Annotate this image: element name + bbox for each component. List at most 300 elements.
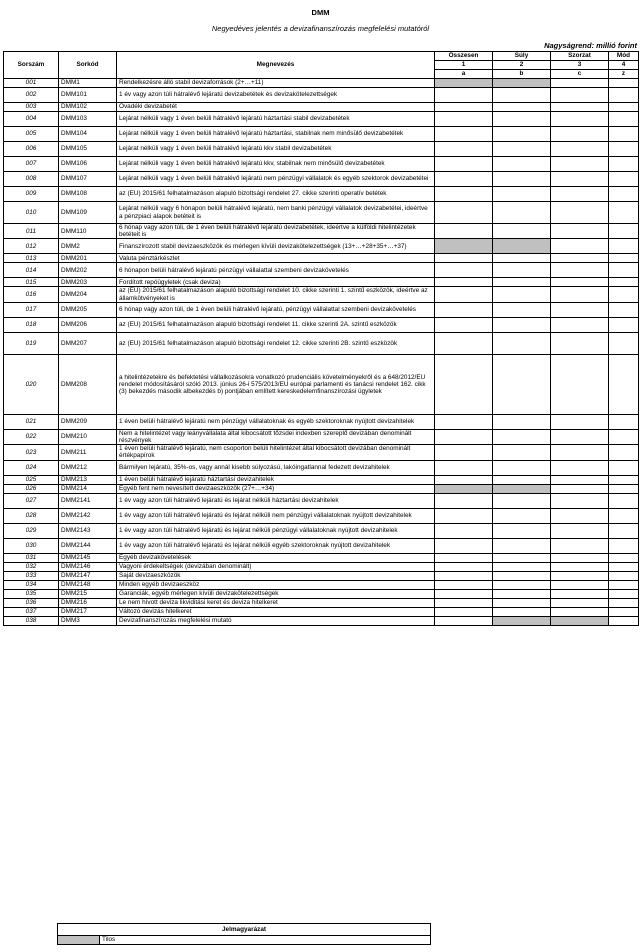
table-row xyxy=(4,354,639,414)
row-megnevezes: 1 év vagy azon túli hátralévő lejáratú és lejárat nélküli pénzügyi vállalatoknak nyújtott devizahitelek xyxy=(117,523,435,538)
row-sorkod: DMM205 xyxy=(59,302,117,317)
table-row xyxy=(4,589,639,598)
row-megnevezes: Lejárat nélküli vagy 1 éven belüli hátralévő lejáratú háztartási, stabilnak nem minősülő devizabetétek xyxy=(117,127,435,142)
value-cell[interactable] xyxy=(493,607,551,616)
table-row xyxy=(4,484,639,493)
value-cell[interactable] xyxy=(609,79,639,88)
value-cell[interactable] xyxy=(609,445,639,460)
value-cell[interactable] xyxy=(493,598,551,607)
table-row xyxy=(4,239,639,254)
value-cell[interactable] xyxy=(609,224,639,239)
value-cell[interactable] xyxy=(551,224,609,239)
value-cell[interactable] xyxy=(435,429,493,444)
row-megnevezes: Óvadéki devizabetét xyxy=(117,103,435,112)
row-sorkod: DMM2141 xyxy=(59,493,117,508)
row-sorszam: 024 xyxy=(4,460,59,475)
value-cell[interactable] xyxy=(435,616,493,625)
row-megnevezes: Finanszírozott stabil devizaeszközök és mérlegen kívüli devizakötelezettségek (13+…+28+35+…+37) xyxy=(117,239,435,254)
row-sorkod: DMM214 xyxy=(59,484,117,493)
unit-label: Nagyságrend: millió forint xyxy=(544,41,637,50)
value-cell[interactable] xyxy=(493,127,551,142)
row-megnevezes: 1 év vagy azon túli hátralévő lejáratú és lejárat nélküli háztartási devizahitelek xyxy=(117,493,435,508)
table-row xyxy=(4,112,639,127)
value-cell[interactable] xyxy=(551,460,609,475)
value-cell-forbidden xyxy=(493,239,551,254)
row-megnevezes: 1 év vagy azon túli hátralévő lejáratú és lejárat nélküli nem pénzügyi vállalatoknak nyújtott devizahitelek xyxy=(117,508,435,523)
value-cell[interactable] xyxy=(493,580,551,589)
row-sorszam: 016 xyxy=(4,287,59,302)
legend-swatch xyxy=(58,936,100,945)
value-cell[interactable] xyxy=(493,224,551,239)
row-sorszam: 030 xyxy=(4,538,59,553)
value-cell[interactable] xyxy=(493,254,551,263)
legend-title: Jelmagyarázat xyxy=(58,924,431,936)
row-sorkod: DMM2 xyxy=(59,239,117,254)
row-sorszam: 021 xyxy=(4,414,59,429)
row-megnevezes: Valuta pénztárkészlet xyxy=(117,254,435,263)
value-cell[interactable] xyxy=(435,103,493,112)
value-cell[interactable] xyxy=(551,278,609,287)
value-cell[interactable] xyxy=(493,354,551,414)
value-cell[interactable] xyxy=(435,224,493,239)
table-row xyxy=(4,562,639,571)
table-row xyxy=(4,287,639,302)
row-sorszam: 027 xyxy=(4,493,59,508)
report-table xyxy=(3,51,639,626)
row-sorszam: 036 xyxy=(4,598,59,607)
row-megnevezes: Változó devizás hitelkeret xyxy=(117,607,435,616)
report-title: DMM xyxy=(311,8,330,17)
row-megnevezes: 1 év vagy azon túli hátralévő lejáratú devizabetétek és devizakötelezettségek xyxy=(117,88,435,103)
value-cell[interactable] xyxy=(493,493,551,508)
value-cell[interactable] xyxy=(609,187,639,202)
value-cell[interactable] xyxy=(435,538,493,553)
header-col-name: Szorzat xyxy=(551,52,609,61)
value-cell-forbidden xyxy=(493,616,551,625)
row-sorkod: DMM105 xyxy=(59,142,117,157)
legend-item-label: Tilos xyxy=(100,936,431,945)
table-row xyxy=(4,493,639,508)
value-cell[interactable] xyxy=(493,187,551,202)
value-cell[interactable] xyxy=(493,172,551,187)
value-cell[interactable] xyxy=(609,414,639,429)
value-cell[interactable] xyxy=(493,460,551,475)
value-cell[interactable] xyxy=(609,484,639,493)
row-sorkod: DMM2146 xyxy=(59,562,117,571)
table-row xyxy=(4,571,639,580)
value-cell[interactable] xyxy=(551,589,609,598)
value-cell[interactable] xyxy=(609,278,639,287)
row-sorkod: DMM207 xyxy=(59,332,117,354)
row-sorszam: 015 xyxy=(4,278,59,287)
value-cell[interactable] xyxy=(435,508,493,523)
value-cell[interactable] xyxy=(609,263,639,278)
value-cell[interactable] xyxy=(609,88,639,103)
row-megnevezes: Lejárat nélküli vagy 1 éven belüli hátralévő lejáratú háztartási stabil devizabetétek xyxy=(117,112,435,127)
value-cell[interactable] xyxy=(435,317,493,332)
row-sorkod: DMM208 xyxy=(59,354,117,414)
value-cell[interactable] xyxy=(551,607,609,616)
value-cell[interactable] xyxy=(493,538,551,553)
row-sorszam: 031 xyxy=(4,553,59,562)
row-megnevezes: 1 éven belüli hátralévő lejáratú, nem csoporton belüli hitelintézet által kibocsátott devizában denominált értékpapírok xyxy=(117,445,435,460)
table-row xyxy=(4,263,639,278)
value-cell[interactable] xyxy=(435,187,493,202)
value-cell[interactable] xyxy=(551,508,609,523)
value-cell[interactable] xyxy=(435,112,493,127)
value-cell[interactable] xyxy=(493,103,551,112)
value-cell[interactable] xyxy=(435,254,493,263)
row-sorszam: 028 xyxy=(4,508,59,523)
value-cell[interactable] xyxy=(493,523,551,538)
value-cell[interactable] xyxy=(609,475,639,484)
value-cell[interactable] xyxy=(609,354,639,414)
value-cell[interactable] xyxy=(435,493,493,508)
value-cell-forbidden xyxy=(551,616,609,625)
value-cell-forbidden xyxy=(435,239,493,254)
value-cell[interactable] xyxy=(609,589,639,598)
row-megnevezes: Rendelkezésre álló stabil devizaforrások (2+…+11) xyxy=(117,79,435,88)
value-cell[interactable] xyxy=(435,475,493,484)
row-sorkod: DMM109 xyxy=(59,202,117,224)
row-sorszam: 009 xyxy=(4,187,59,202)
value-cell-forbidden xyxy=(493,484,551,493)
value-cell[interactable] xyxy=(551,202,609,224)
value-cell[interactable] xyxy=(609,616,639,625)
row-sorkod: DMM211 xyxy=(59,445,117,460)
value-cell[interactable] xyxy=(609,607,639,616)
value-cell[interactable] xyxy=(609,508,639,523)
row-sorkod: DMM216 xyxy=(59,598,117,607)
value-cell[interactable] xyxy=(493,317,551,332)
value-cell[interactable] xyxy=(551,157,609,172)
row-sorkod: DMM217 xyxy=(59,607,117,616)
legend-table xyxy=(57,923,431,945)
value-cell[interactable] xyxy=(435,523,493,538)
value-cell-forbidden xyxy=(435,484,493,493)
value-cell[interactable] xyxy=(493,445,551,460)
header-sorszam: Sorszám xyxy=(4,52,59,79)
value-cell[interactable] xyxy=(609,287,639,302)
row-megnevezes: Egyéb fent nem nevesített devizaeszközök (27+…+34) xyxy=(117,484,435,493)
value-cell[interactable] xyxy=(435,571,493,580)
row-sorkod: DMM2144 xyxy=(59,538,117,553)
row-sorszam: 006 xyxy=(4,142,59,157)
value-cell[interactable] xyxy=(493,112,551,127)
table-row xyxy=(4,187,639,202)
value-cell[interactable] xyxy=(609,103,639,112)
row-sorszam: 001 xyxy=(4,79,59,88)
value-cell[interactable] xyxy=(551,112,609,127)
value-cell[interactable] xyxy=(435,202,493,224)
value-cell[interactable] xyxy=(609,580,639,589)
table-row xyxy=(4,580,639,589)
table-row xyxy=(4,607,639,616)
row-sorkod: DMM107 xyxy=(59,172,117,187)
table-row xyxy=(4,79,639,88)
value-cell[interactable] xyxy=(609,172,639,187)
row-sorkod: DMM2142 xyxy=(59,508,117,523)
row-megnevezes: Lejárat nélküli vagy 1 éven belüli hátralévő lejáratú nem pénzügyi vállalatok és egyéb szektorok devizabetétei xyxy=(117,172,435,187)
value-cell[interactable] xyxy=(551,332,609,354)
row-megnevezes: Egyéb devizakövetelések xyxy=(117,553,435,562)
value-cell-forbidden xyxy=(435,79,493,88)
row-sorszam: 005 xyxy=(4,127,59,142)
table-row xyxy=(4,598,639,607)
value-cell[interactable] xyxy=(435,414,493,429)
value-cell[interactable] xyxy=(551,172,609,187)
value-cell[interactable] xyxy=(609,538,639,553)
value-cell[interactable] xyxy=(609,302,639,317)
value-cell[interactable] xyxy=(493,88,551,103)
row-megnevezes: 1 év vagy azon túli hátralévő lejáratú és lejárat nélküli egyéb szektoroknak nyújtott devizahitelek xyxy=(117,538,435,553)
table-body xyxy=(4,79,639,626)
table-row xyxy=(4,88,639,103)
value-cell[interactable] xyxy=(493,263,551,278)
value-cell[interactable] xyxy=(551,239,609,254)
value-cell[interactable] xyxy=(435,127,493,142)
value-cell[interactable] xyxy=(609,332,639,354)
value-cell[interactable] xyxy=(435,302,493,317)
value-cell[interactable] xyxy=(609,523,639,538)
row-megnevezes: Nem a hitelintézet vagy leányvállalata által kibocsátott tőzsdei indexben szereplő devizában denominált részvények xyxy=(117,429,435,444)
value-cell[interactable] xyxy=(551,523,609,538)
value-cell[interactable] xyxy=(493,287,551,302)
row-megnevezes: Bármilyen lejáratú, 35%-os, vagy annál kisebb súlyozású, lakóingatlannal fedezett devizahitelek xyxy=(117,460,435,475)
row-sorszam: 018 xyxy=(4,317,59,332)
row-megnevezes: Minden egyéb devizaeszköz xyxy=(117,580,435,589)
row-sorkod: DMM104 xyxy=(59,127,117,142)
row-sorkod: DMM215 xyxy=(59,589,117,598)
header-col-num: 1 xyxy=(435,61,493,70)
row-sorszam: 017 xyxy=(4,302,59,317)
value-cell[interactable] xyxy=(493,414,551,429)
table-row xyxy=(4,224,639,239)
row-megnevezes: az (EU) 2015/61 felhatalmazáson alapuló bizottsági rendelet 10. cikke szerinti 1. szintű eszközök, ideértve az államkötvényeket is xyxy=(117,287,435,302)
table-row xyxy=(4,414,639,429)
row-sorszam: 013 xyxy=(4,254,59,263)
value-cell[interactable] xyxy=(551,538,609,553)
value-cell[interactable] xyxy=(493,508,551,523)
row-sorkod: DMM102 xyxy=(59,103,117,112)
value-cell[interactable] xyxy=(493,553,551,562)
header-col-num: 2 xyxy=(493,61,551,70)
row-sorszam: 020 xyxy=(4,354,59,414)
value-cell[interactable] xyxy=(551,429,609,444)
value-cell[interactable] xyxy=(551,445,609,460)
value-cell-forbidden xyxy=(493,79,551,88)
table-row xyxy=(4,538,639,553)
value-cell[interactable] xyxy=(551,254,609,263)
table-row xyxy=(4,278,639,287)
value-cell[interactable] xyxy=(609,142,639,157)
value-cell[interactable] xyxy=(435,460,493,475)
row-sorszam: 034 xyxy=(4,580,59,589)
row-sorkod: DMM213 xyxy=(59,475,117,484)
row-sorkod: DMM209 xyxy=(59,414,117,429)
value-cell[interactable] xyxy=(435,287,493,302)
value-cell[interactable] xyxy=(551,598,609,607)
value-cell[interactable] xyxy=(551,493,609,508)
row-sorszam: 012 xyxy=(4,239,59,254)
value-cell[interactable] xyxy=(551,103,609,112)
row-sorkod: DMM204 xyxy=(59,287,117,302)
value-cell[interactable] xyxy=(551,127,609,142)
row-sorkod: DMM3 xyxy=(59,616,117,625)
value-cell[interactable] xyxy=(609,493,639,508)
value-cell[interactable] xyxy=(609,239,639,254)
value-cell[interactable] xyxy=(609,202,639,224)
row-sorkod: DMM2143 xyxy=(59,523,117,538)
value-cell[interactable] xyxy=(493,302,551,317)
value-cell[interactable] xyxy=(609,429,639,444)
table-row xyxy=(4,103,639,112)
header-col-name: Összesen xyxy=(435,52,493,61)
header-col-letter: b xyxy=(493,70,551,79)
row-sorszam: 023 xyxy=(4,445,59,460)
row-sorszam: 002 xyxy=(4,88,59,103)
value-cell[interactable] xyxy=(493,571,551,580)
table-row xyxy=(4,302,639,317)
value-cell[interactable] xyxy=(609,127,639,142)
header-sorkod: Sorkód xyxy=(59,52,117,79)
value-cell[interactable] xyxy=(551,571,609,580)
row-sorkod: DMM2147 xyxy=(59,571,117,580)
table-header xyxy=(4,52,639,79)
table-row xyxy=(4,429,639,444)
value-cell[interactable] xyxy=(551,88,609,103)
value-cell[interactable] xyxy=(435,157,493,172)
value-cell[interactable] xyxy=(551,553,609,562)
value-cell[interactable] xyxy=(435,142,493,157)
value-cell[interactable] xyxy=(609,157,639,172)
row-megnevezes: az (EU) 2015/61 felhatalmazáson alapuló bizottsági rendelet 27. cikke szerinti operatív betétek xyxy=(117,187,435,202)
row-sorszam: 033 xyxy=(4,571,59,580)
value-cell[interactable] xyxy=(493,157,551,172)
row-sorkod: DMM202 xyxy=(59,263,117,278)
value-cell[interactable] xyxy=(551,475,609,484)
value-cell[interactable] xyxy=(609,254,639,263)
value-cell[interactable] xyxy=(551,142,609,157)
value-cell[interactable] xyxy=(609,562,639,571)
row-sorkod: DMM2145 xyxy=(59,553,117,562)
table-row xyxy=(4,553,639,562)
value-cell[interactable] xyxy=(551,302,609,317)
table-row xyxy=(4,523,639,538)
row-megnevezes: Lejárat nélküli vagy 6 hónapon belüli hátralévő lejáratú, nem banki pénzügyi vállalatok devizabetétei, ideértve a pénzpiaci alapok betéteit is xyxy=(117,202,435,224)
row-sorkod: DMM210 xyxy=(59,429,117,444)
row-sorszam: 010 xyxy=(4,202,59,224)
value-cell[interactable] xyxy=(493,589,551,598)
value-cell[interactable] xyxy=(551,414,609,429)
value-cell[interactable] xyxy=(551,287,609,302)
value-cell[interactable] xyxy=(493,562,551,571)
value-cell[interactable] xyxy=(435,607,493,616)
table-row xyxy=(4,508,639,523)
value-cell[interactable] xyxy=(609,460,639,475)
value-cell[interactable] xyxy=(435,589,493,598)
row-sorszam: 025 xyxy=(4,475,59,484)
row-megnevezes: Fordított repóügyletek (csak deviza) xyxy=(117,278,435,287)
row-sorszam: 032 xyxy=(4,562,59,571)
value-cell[interactable] xyxy=(435,553,493,562)
row-megnevezes: Vagyoni érdekeltségek (devizában denominált) xyxy=(117,562,435,571)
value-cell[interactable] xyxy=(493,429,551,444)
value-cell[interactable] xyxy=(609,553,639,562)
value-cell[interactable] xyxy=(435,172,493,187)
row-sorszam: 008 xyxy=(4,172,59,187)
value-cell[interactable] xyxy=(609,112,639,127)
value-cell[interactable] xyxy=(551,187,609,202)
row-sorszam: 038 xyxy=(4,616,59,625)
value-cell[interactable] xyxy=(435,263,493,278)
row-sorkod: DMM103 xyxy=(59,112,117,127)
row-sorszam: 035 xyxy=(4,589,59,598)
value-cell[interactable] xyxy=(493,332,551,354)
row-sorkod: DMM206 xyxy=(59,317,117,332)
value-cell[interactable] xyxy=(493,202,551,224)
row-sorszam: 003 xyxy=(4,103,59,112)
value-cell[interactable] xyxy=(493,142,551,157)
table-row xyxy=(4,475,639,484)
table-row xyxy=(4,172,639,187)
row-megnevezes: 1 éven belüli hátralévő lejáratú háztartási devizahitelek xyxy=(117,475,435,484)
value-cell[interactable] xyxy=(551,484,609,493)
value-cell[interactable] xyxy=(435,88,493,103)
table-row xyxy=(4,332,639,354)
value-cell[interactable] xyxy=(551,79,609,88)
row-megnevezes: az (EU) 2015/61 felhatalmazáson alapuló bizottsági rendelet 11. cikke szerinti 2A. szintű eszközök xyxy=(117,317,435,332)
value-cell[interactable] xyxy=(551,580,609,589)
header-col-letter: z xyxy=(609,70,639,79)
header-col-letter: c xyxy=(551,70,609,79)
row-sorszam: 014 xyxy=(4,263,59,278)
value-cell[interactable] xyxy=(435,354,493,414)
table-row xyxy=(4,616,639,625)
value-cell[interactable] xyxy=(435,562,493,571)
value-cell[interactable] xyxy=(551,263,609,278)
row-sorszam: 019 xyxy=(4,332,59,354)
value-cell[interactable] xyxy=(551,354,609,414)
value-cell[interactable] xyxy=(493,278,551,287)
value-cell[interactable] xyxy=(609,571,639,580)
value-cell[interactable] xyxy=(435,598,493,607)
value-cell[interactable] xyxy=(493,475,551,484)
table-row xyxy=(4,460,639,475)
value-cell[interactable] xyxy=(435,332,493,354)
header-col-num: 3 xyxy=(551,61,609,70)
value-cell[interactable] xyxy=(609,317,639,332)
table-row xyxy=(4,254,639,263)
row-megnevezes: a hitelintézetekre és befektetési vállalkozásokra vonatkozó prudenciális követelményekről és a 648/2012/EU rendelet módosításáról szóló 2013. június 26-i 575/2013/EU európai parlamenti és tanácsi rendelet 162. cikk (3) bekezdés második albekezdés b) pontjában említett kereskedelemfinanszírozási ügyletek xyxy=(117,354,435,414)
value-cell[interactable] xyxy=(551,562,609,571)
row-megnevezes: 6 hónap vagy azon túli, de 1 éven belüli hátralévő lejáratú devizabetétek, ideértve a külföldi hitelintézetek betéteit is xyxy=(117,224,435,239)
value-cell[interactable] xyxy=(435,580,493,589)
table-row xyxy=(4,202,639,224)
row-sorszam: 029 xyxy=(4,523,59,538)
value-cell[interactable] xyxy=(435,278,493,287)
header-col-name: Súly xyxy=(493,52,551,61)
value-cell[interactable] xyxy=(551,317,609,332)
table-row xyxy=(4,142,639,157)
row-megnevezes: 6 hónap vagy azon túli, de 1 éven belüli hátralévő lejáratú, pénzügyi vállalattal szembeni devizakövetelés xyxy=(117,302,435,317)
report-subtitle: Negyedéves jelentés a devizafinanszírozás megfelelési mutatóról xyxy=(211,24,430,33)
row-sorszam: 037 xyxy=(4,607,59,616)
row-megnevezes: Lejárat nélküli vagy 1 éven belüli hátralévő lejáratú kkv, stabilnak nem minősülő devizabetétek xyxy=(117,157,435,172)
value-cell[interactable] xyxy=(435,445,493,460)
row-sorszam: 022 xyxy=(4,429,59,444)
value-cell[interactable] xyxy=(609,598,639,607)
